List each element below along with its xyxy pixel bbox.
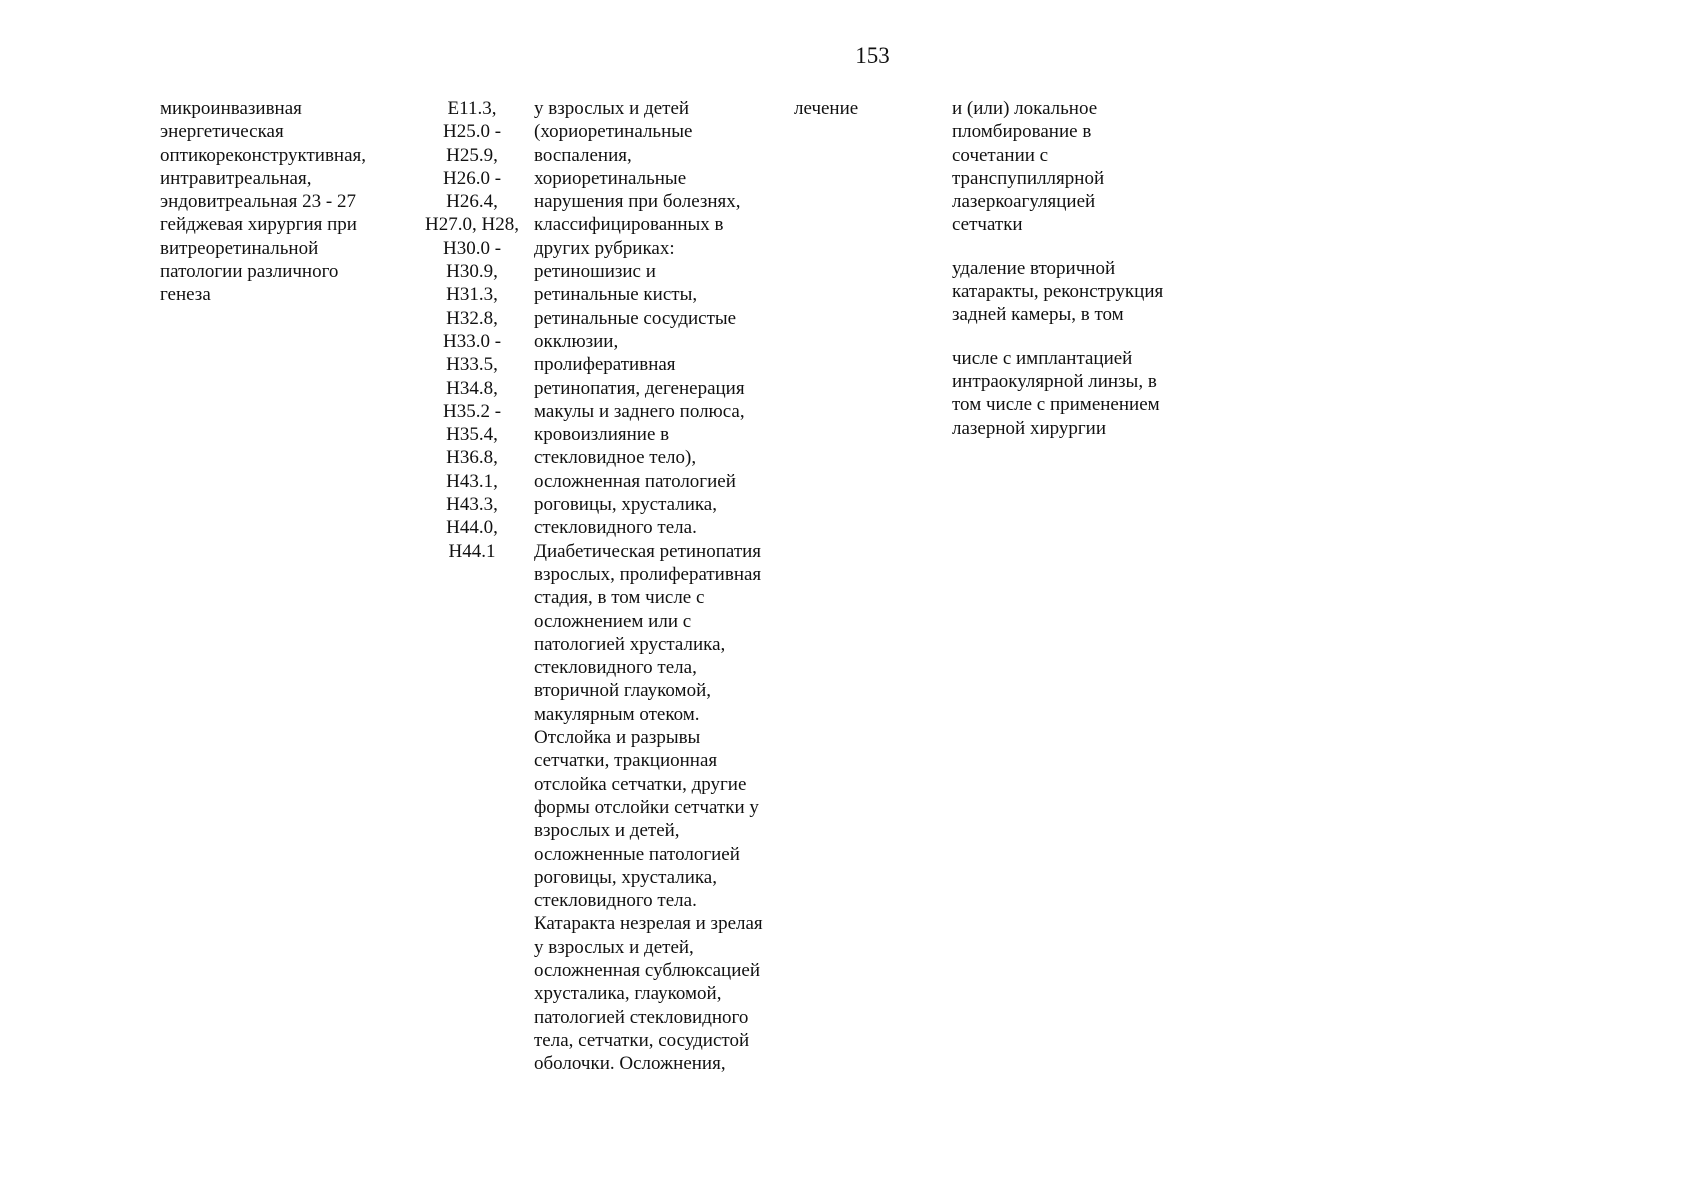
icd-code: H43.1, — [446, 470, 498, 492]
icd-code: H44.0, — [446, 517, 498, 539]
text-line: Диабетическая ретинопатия — [534, 540, 762, 562]
text-line: осложненная сублюксацией — [534, 959, 760, 981]
text-line: удаление вторичной — [952, 257, 1116, 279]
text-line: стекловидное тело), — [534, 447, 697, 469]
text-line: задней камеры, в том — [952, 304, 1124, 326]
icd-code: H35.4, — [446, 424, 498, 446]
text-line: лазерной хирургии — [952, 417, 1106, 439]
text-line: числе с имплантацией — [952, 347, 1133, 369]
text-line: взрослых, пролиферативная — [534, 563, 762, 585]
icd-code: H27.0, H28, — [425, 214, 519, 236]
text-line: микроинвазивная — [160, 98, 302, 119]
text-line: воспаления, — [534, 144, 632, 166]
icd-code: H44.1 — [448, 540, 496, 562]
text-line: витреоретинальной — [160, 237, 319, 259]
text-line: сетчатки, тракционная — [534, 750, 718, 772]
patient-model-cell — [534, 97, 794, 1075]
icd-code: H35.2 - — [442, 400, 502, 422]
treatment-type: лечение — [794, 98, 859, 119]
text-line: осложненная патологией — [534, 470, 736, 492]
text-line: стекловидного тела. — [534, 890, 697, 912]
text-line: ретинопатия, дегенерация — [534, 377, 745, 399]
text-line: вторичной глаукомой, — [534, 680, 711, 702]
text-line: (хориоретинальные — [534, 121, 693, 143]
text-line: интраокулярной линзы, в — [952, 370, 1157, 392]
icd-code: H30.0 - — [442, 237, 502, 259]
text-line: у взрослых и детей — [534, 98, 690, 119]
icd-code: H31.3, — [446, 284, 498, 306]
text-line: стекловидного тела, — [534, 657, 697, 679]
text-line: взрослых и детей, — [534, 820, 680, 842]
icd-code: H33.5, — [446, 354, 498, 376]
text-line: катаракты, реконструкция — [952, 281, 1164, 303]
text-line: окклюзии, — [534, 330, 619, 352]
icd-code: H36.8, — [446, 447, 498, 469]
icd-code: H26.0 - — [442, 167, 502, 189]
text-line: патологией стекловидного — [534, 1006, 749, 1028]
text-line: кровоизлияние в — [534, 424, 670, 446]
text-line: и (или) локальное — [952, 98, 1098, 119]
text-line: сетчатки — [952, 214, 1023, 236]
text-line: пролиферативная — [534, 354, 676, 376]
icd-code: H30.9, — [446, 261, 498, 283]
icd-code: H33.0 - — [442, 330, 502, 352]
text-line: стекловидного тела. — [534, 517, 697, 539]
text-line: у взрослых и детей, — [534, 936, 694, 958]
text-line: ретинальные кисты, — [534, 284, 698, 306]
icd-code: H34.8, — [446, 377, 498, 399]
text-line: энергетическая — [160, 121, 284, 143]
text-line: макулы и заднего полюса, — [534, 400, 745, 422]
text-line: хрусталика, глаукомой, — [534, 983, 722, 1005]
icd-codes-cell — [412, 97, 532, 563]
surgery-name-cell — [160, 97, 410, 307]
text-line: роговицы, хрусталика, — [534, 494, 717, 516]
text-line: интравитреальная, — [160, 167, 312, 189]
text-line: пломбирование в — [952, 121, 1092, 143]
icd-code: E11.3, — [447, 98, 497, 119]
text-line: других рубриках: — [534, 237, 675, 259]
text-line: оптикореконструктивная, — [160, 144, 367, 166]
text-line: отслойка сетчатки, другие — [534, 773, 747, 795]
text-line: ретинальные сосудистые — [534, 307, 737, 329]
icd-code: H43.3, — [446, 494, 498, 516]
text-line: эндовитреальная 23 - 27 — [160, 191, 356, 213]
text-line: роговицы, хрусталика, — [534, 866, 717, 888]
text-line: классифицированных в — [534, 214, 724, 236]
text-line: осложнением или с — [534, 610, 692, 632]
text-line: патологией хрусталика, — [534, 633, 726, 655]
method-paragraph — [952, 97, 1252, 237]
icd-code: H26.4, — [446, 191, 498, 213]
text-line: тела, сетчатки, сосудистой — [534, 1029, 750, 1051]
text-line: том числе с применением — [952, 394, 1160, 416]
text-line: Отслойка и разрывы — [534, 727, 701, 749]
text-line: гейджевая хирургия при — [160, 214, 357, 236]
text-line: хориоретинальные — [534, 167, 687, 189]
text-line: патологии различного — [160, 261, 339, 283]
text-line: Катаракта незрелая и зрелая — [534, 913, 763, 935]
method-paragraph — [952, 257, 1252, 327]
text-line: лазеркоагуляцией — [952, 191, 1096, 213]
icd-code: H32.8, — [446, 307, 498, 329]
text-line: оболочки. Осложнения, — [534, 1053, 726, 1075]
icd-code: H25.0 - — [442, 121, 502, 143]
icd-code: H25.9, — [446, 144, 498, 166]
text-line: ретиношизис и — [534, 261, 656, 283]
text-line: генеза — [160, 284, 211, 306]
text-line: макулярным отеком. — [534, 703, 700, 725]
page-number: 153 — [855, 43, 890, 68]
treatment-type-cell — [794, 97, 934, 120]
text-line: стадия, в том числе с — [534, 587, 705, 609]
text-line: нарушения при болезнях, — [534, 191, 741, 213]
method-paragraph — [952, 347, 1252, 440]
text-line: сочетании с — [952, 144, 1049, 166]
text-line: формы отслойки сетчатки у — [534, 796, 759, 818]
treatment-method-cell — [952, 97, 1252, 440]
text-line: транспупиллярной — [952, 167, 1105, 189]
text-line: осложненные патологией — [534, 843, 740, 865]
